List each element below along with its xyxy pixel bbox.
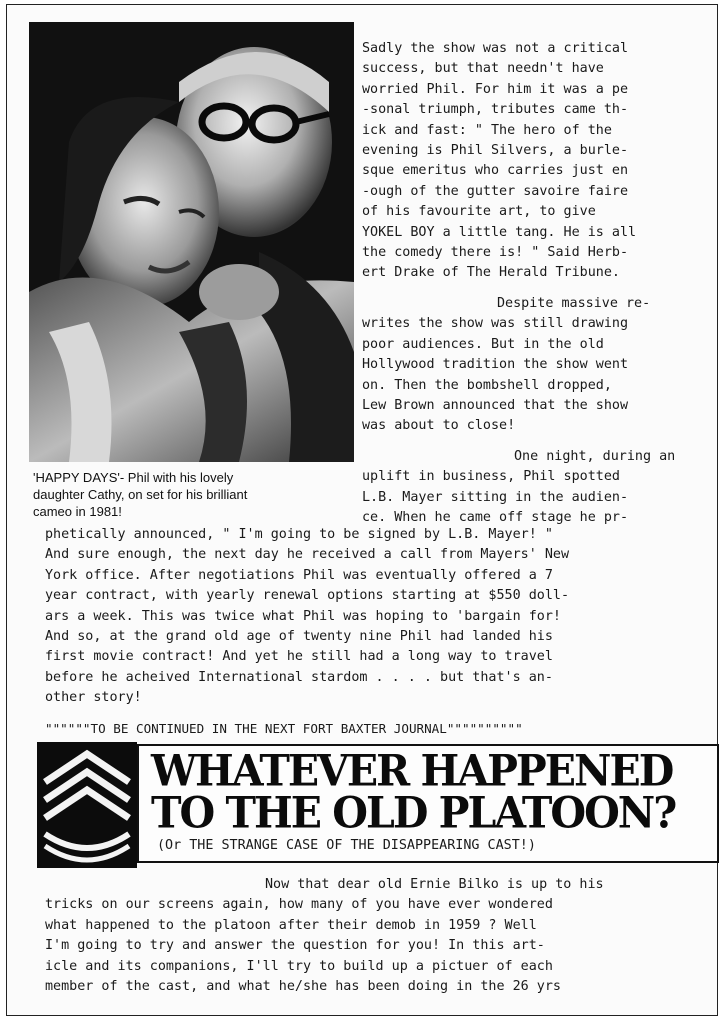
text-line: Lew Brown announced that the show xyxy=(362,397,629,413)
full-width-text xyxy=(45,525,723,709)
text-line: And so, at the grand old age of twenty nine Phil had landed his xyxy=(45,629,553,645)
text-line: worried Phil. For him it was a pe xyxy=(362,81,629,97)
text-line: ce. When he came off stage he pr- xyxy=(362,509,629,525)
text-line: L.B. Mayer sitting in the audien- xyxy=(362,489,629,505)
text-line: ick and fast: " The hero of the xyxy=(362,122,612,138)
caption-line: cameo in 1981! xyxy=(33,504,122,519)
text-line: before he acheived International stardom . . . . but that's an- xyxy=(45,669,553,685)
caption-line: 'HAPPY DAYS'- Phil with his lovely xyxy=(33,470,234,485)
text-line: of his favourite art, to give xyxy=(362,204,596,220)
text-line: YOKEL BOY a little tang. He is all xyxy=(362,224,637,240)
text-line: success, but that needn't have xyxy=(362,61,604,77)
text-line: I'm going to try and answer the question for you! In this art- xyxy=(45,938,545,954)
right-column-text xyxy=(362,39,717,528)
text-line: icle and its companions, I'll try to build up a pictuer of each xyxy=(45,958,553,974)
text-line: sque emeritus who carries just en xyxy=(362,163,629,179)
text-line: the comedy there is! " Said Herb- xyxy=(362,245,629,261)
journal-page xyxy=(6,4,718,1016)
text-line: York office. After negotiations Phil was eventually offered a 7 xyxy=(45,567,553,583)
headline-line-1: WHATEVER HAPPENED xyxy=(151,745,673,797)
headline-subtitle: (Or THE STRANGE CASE OF THE DISAPPEARING CAST!) xyxy=(157,838,536,853)
text-line: ert Drake of The Herald Tribune. xyxy=(362,265,620,281)
text-line: Hollywood tradition the show went xyxy=(362,357,629,373)
text-line: evening is Phil Silvers, a burle- xyxy=(362,143,629,159)
text-line: phetically announced, " I'm going to be signed by L.B. Mayer! " xyxy=(45,527,553,542)
text-line: writes the show was still drawing xyxy=(362,316,629,332)
text-line: other story! xyxy=(45,690,142,706)
photo-phil-and-cathy xyxy=(29,22,354,462)
text-line: -sonal triumph, tributes came th- xyxy=(362,102,629,118)
text-line: on. Then the bombshell dropped, xyxy=(362,377,612,393)
intro-text xyxy=(45,875,723,997)
text-line: first movie contract! And yet he still had a long way to travel xyxy=(45,649,553,665)
text-line: uplift in business, Phil spotted xyxy=(362,469,620,485)
text-line: was about to close! xyxy=(362,418,516,434)
text-line: -ough of the gutter savoire faire xyxy=(362,183,629,199)
text-line: what happened to the platoon after their demob in 1959 ? Well xyxy=(45,917,537,933)
text-line: Despite massive re- xyxy=(497,295,651,311)
to-be-continued-line: """"""TO BE CONTINUED IN THE NEXT FORT BAXTER JOURNAL"""""""""" xyxy=(45,721,523,736)
caption-line: daughter Cathy, on set for his brilliant xyxy=(33,487,248,502)
text-line: Sadly the show was not a critical xyxy=(362,41,629,56)
text-line: tricks on our screens again, how many of you have ever wondered xyxy=(45,897,553,913)
text-line: year contract, with yearly renewal options starting at $550 doll- xyxy=(45,588,570,604)
article-banner xyxy=(37,740,723,870)
headline-line-2: TO THE OLD PLATOON? xyxy=(151,787,676,839)
text-line: ars a week. This was twice what Phil was hoping to 'bargain for! xyxy=(45,608,561,624)
text-line: member of the cast, and what he/she has been doing in the 26 yrs xyxy=(45,979,561,995)
headline-box xyxy=(137,744,719,863)
text-line: Now that dear old Ernie Bilko is up to his xyxy=(265,877,604,892)
photo-image xyxy=(29,22,354,462)
text-line: poor audiences. But in the old xyxy=(362,336,604,352)
sergeant-chevron-icon xyxy=(37,742,137,868)
text-line: One night, during an xyxy=(514,448,676,464)
text-line: And sure enough, the next day he received a call from Mayers' New xyxy=(45,547,570,563)
photo-caption xyxy=(33,469,353,520)
